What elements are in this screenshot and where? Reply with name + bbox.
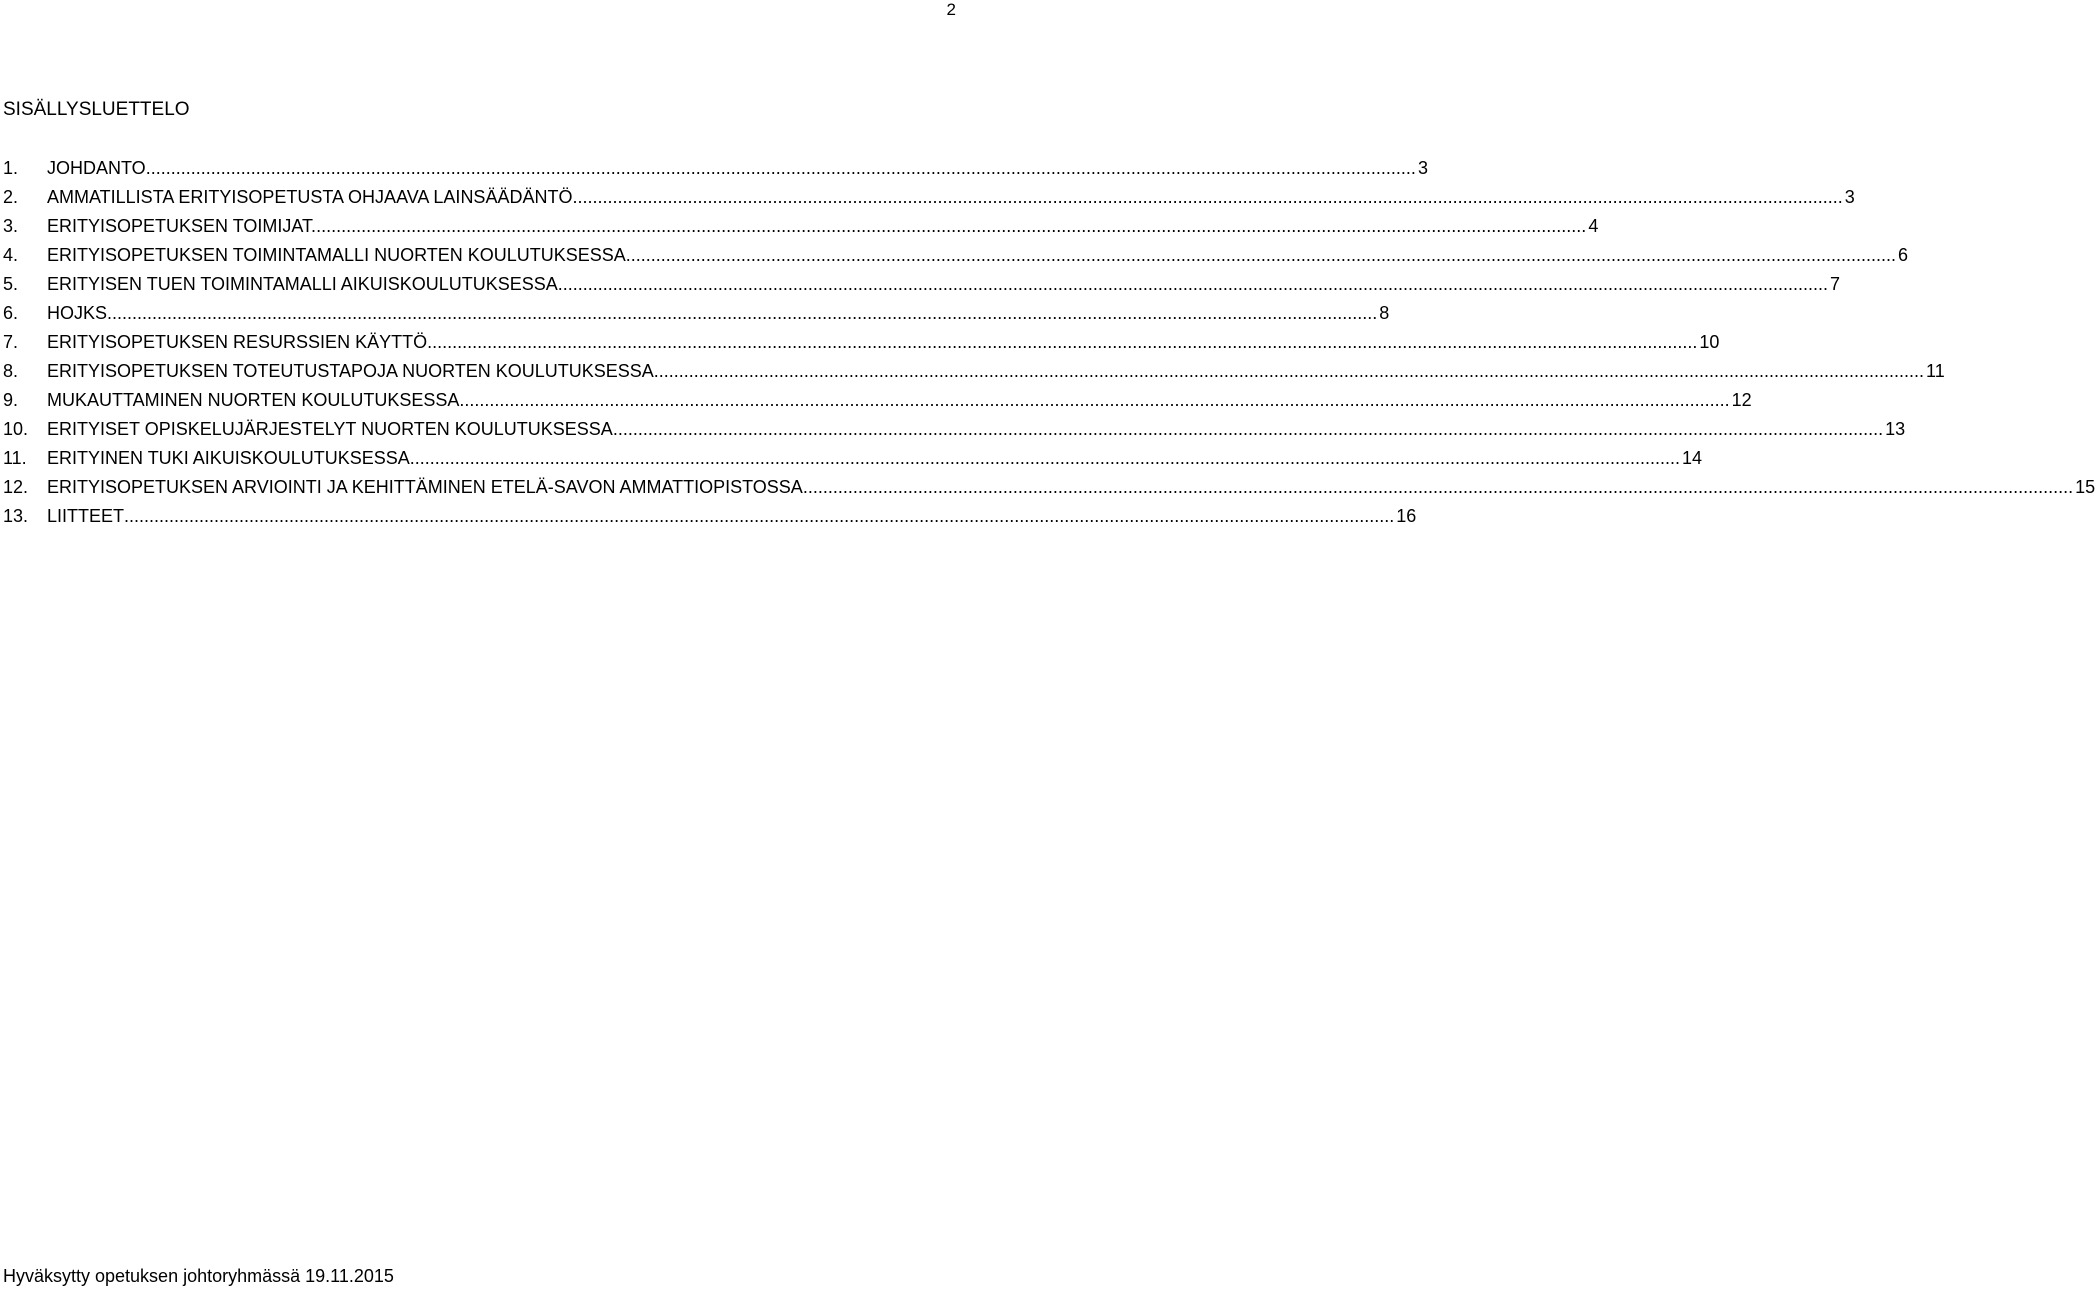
toc-dot-leader <box>427 328 1697 357</box>
toc-entry-title: ERITYISOPETUKSEN RESURSSIEN KÄYTTÖ <box>47 332 428 352</box>
toc-entry-page: 7 <box>1830 274 1841 294</box>
toc-entry-title: MUKAUTTAMINEN NUORTEN KOULUTUKSESSA <box>47 390 460 410</box>
toc-entry-title: LIITTEET <box>47 506 125 526</box>
toc-entry-title: JOHDANTO <box>47 158 146 178</box>
toc-entry-title: HOJKS <box>47 303 108 323</box>
toc-entry-title: ERITYISEN TUEN TOIMINTAMALLI AIKUISKOULUTUKSESSA <box>47 274 558 294</box>
footer-approval-note: Hyväksytty opetuksen johtoryhmässä 19.11.2015 <box>3 1266 394 1286</box>
toc-dot-leader <box>410 444 1680 473</box>
toc-entry-title: ERITYISOPETUKSEN TOIMINTAMALLI NUORTEN KOULUTUKSESSA <box>47 245 626 265</box>
toc-entry[interactable] <box>3 328 1720 357</box>
toc-entry-number: 3. <box>3 216 19 236</box>
toc-entry-number: 1. <box>3 158 19 178</box>
toc-dot-leader <box>146 154 1416 183</box>
toc-entry-number: 9. <box>3 390 19 410</box>
toc-entry[interactable] <box>3 444 1703 473</box>
toc-entry-page: 3 <box>1844 187 1855 207</box>
toc-dot-leader <box>613 415 1883 444</box>
toc-entry-number: 11. <box>3 448 27 468</box>
toc-dot-leader <box>124 502 1394 531</box>
toc-entry[interactable] <box>3 212 1599 241</box>
toc-entry[interactable] <box>3 183 1855 212</box>
toc-dot-leader <box>654 357 1924 386</box>
toc-entry-page: 4 <box>1588 216 1599 236</box>
toc-entry-page: 13 <box>1885 419 1906 439</box>
toc-entry-page: 11 <box>1926 361 1945 381</box>
table-of-contents <box>3 154 2095 531</box>
toc-entry-number: 4. <box>3 245 19 265</box>
toc-entry-title: ERITYISET OPISKELUJÄRJESTELYT NUORTEN KOULUTUKSESSA <box>47 419 613 439</box>
page-number: 2 <box>946 0 956 19</box>
toc-entry-title: ERITYISOPETUKSEN ARVIOINTI JA KEHITTÄMINEN ETELÄ-SAVON AMMATTIOPISTOSSA <box>47 477 803 497</box>
toc-entry-number: 6. <box>3 303 19 323</box>
toc-dot-leader <box>459 386 1729 415</box>
toc-entry-page: 12 <box>1731 390 1752 410</box>
toc-entry-page: 10 <box>1699 332 1720 352</box>
toc-entry[interactable] <box>3 154 1428 183</box>
toc-dot-leader <box>558 270 1828 299</box>
toc-entry-title: ERITYISOPETUKSEN TOTEUTUSTAPOJA NUORTEN KOULUTUKSESSA <box>47 361 654 381</box>
toc-entry[interactable] <box>3 241 1909 270</box>
toc-entry-number: 5. <box>3 274 19 294</box>
toc-entry-number: 7. <box>3 332 19 352</box>
toc-entry[interactable] <box>3 473 2095 502</box>
toc-entry-number: 2. <box>3 187 19 207</box>
toc-entry[interactable] <box>3 386 1752 415</box>
toc-dot-leader <box>316 212 1586 241</box>
toc-title: SISÄLLYSLUETTELO <box>3 99 190 120</box>
toc-entry-page: 16 <box>1396 506 1417 526</box>
toc-dot-leader <box>107 299 1377 328</box>
toc-entry-title: ERITYISOPETUKSEN TOIMIJAT. <box>47 216 317 236</box>
toc-entry-number: 8. <box>3 361 19 381</box>
toc-dot-leader <box>803 473 2073 502</box>
toc-entry-title: ERITYINEN TUKI AIKUISKOULUTUKSESSA <box>47 448 410 468</box>
toc-dot-leader <box>572 183 1842 212</box>
toc-entry[interactable] <box>3 270 1841 299</box>
toc-entry[interactable] <box>3 502 1417 531</box>
toc-entry-page: 14 <box>1682 448 1703 468</box>
toc-entry-number: 12. <box>3 477 29 497</box>
toc-entry-page: 3 <box>1417 158 1428 178</box>
toc-entry-page: 15 <box>2075 477 2095 497</box>
toc-entry-number: 10. <box>3 419 29 439</box>
toc-entry-title: AMMATILLISTA ERITYISOPETUSTA OHJAAVA LAINSÄÄDÄNTÖ <box>47 187 573 207</box>
toc-entry-page: 8 <box>1379 303 1390 323</box>
toc-entry[interactable] <box>3 357 1945 386</box>
toc-dot-leader <box>626 241 1896 270</box>
toc-entry-number: 13. <box>3 506 29 526</box>
toc-entry[interactable] <box>3 415 1906 444</box>
toc-entry-page: 6 <box>1898 245 1909 265</box>
toc-entry[interactable] <box>3 299 1390 328</box>
